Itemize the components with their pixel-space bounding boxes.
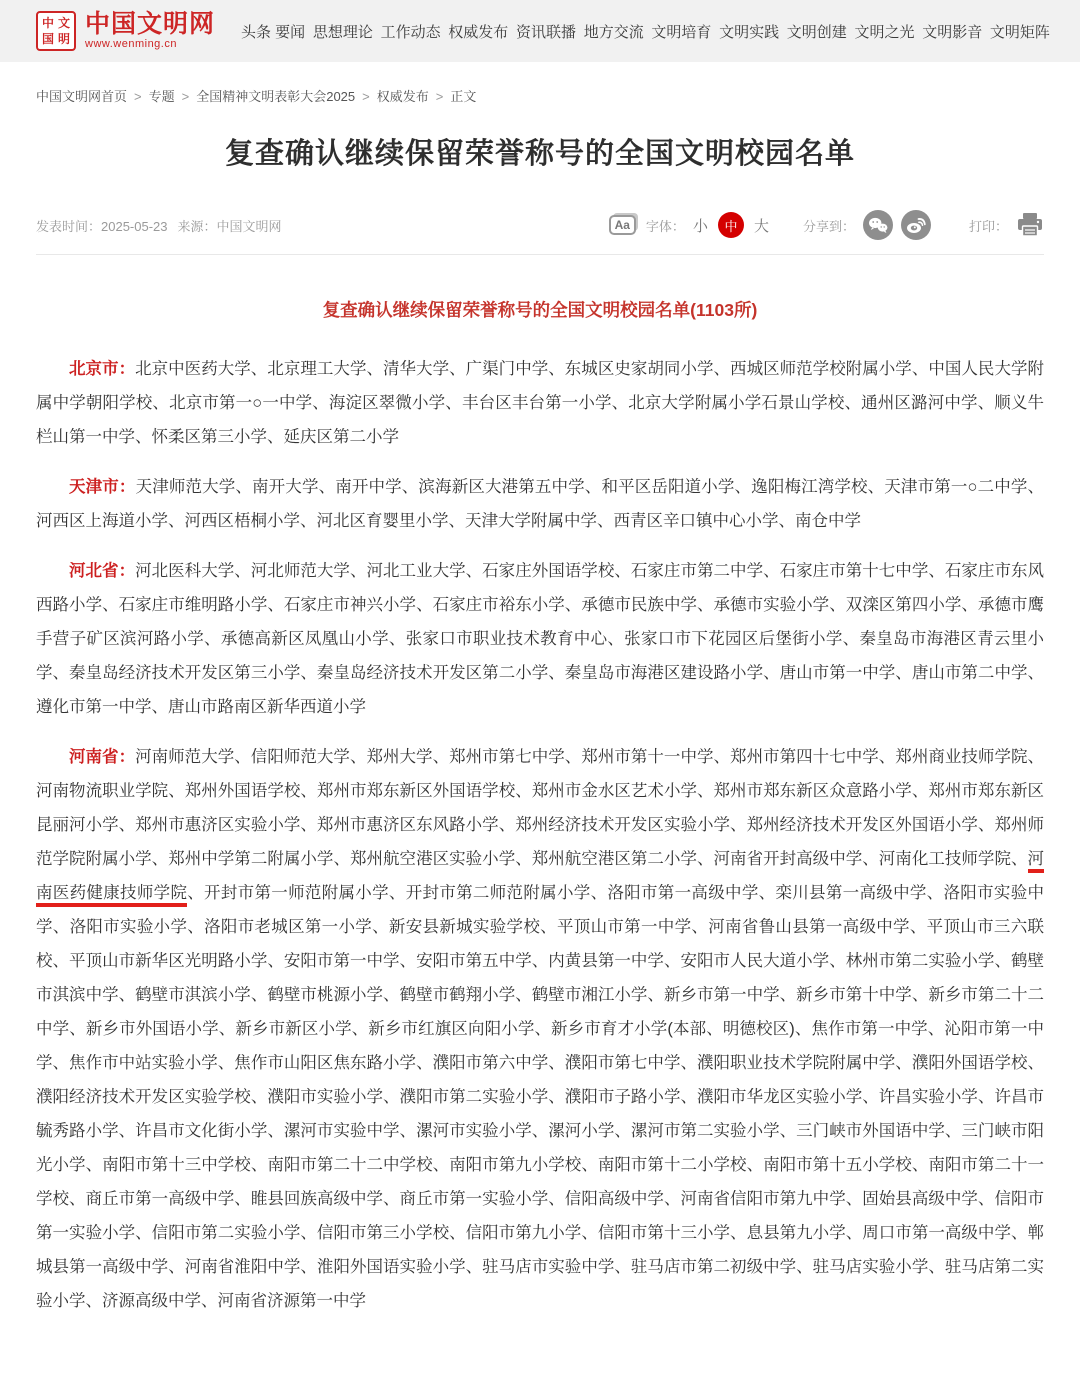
breadcrumb-item[interactable]: 权威发布: [376, 89, 429, 104]
article-toolbar: [609, 210, 1044, 240]
school-list-text: 河北医科大学、河北师范大学、河北工业大学、石家庄外国语学校、石家庄市第二中学、石家庄市第十七中学、石家庄市东风西路小学、石家庄市维明路小学、石家庄市神兴小学、石家庄市裕东小学、承德市民族中学、承德市实验小学、双滦区第四小学、承德市鹰手营子矿区滨河路小学、承德高新区凤凰山小学、张家口市职业技术教育中心、张家口市下花园区后堡街小学、秦皇岛市海港区青云里小学、秦皇岛经济技术开发区第三小学、秦皇岛经济技术开发区第二小学、秦皇岛市海港区建设路小学、唐山市第一中学、唐山市第二中学、遵化市第一中学、唐山市路南区新华西道小学: [36, 562, 1045, 716]
article-meta: [36, 216, 282, 235]
font-size-label: 字体：: [645, 218, 685, 234]
seal-char: 中: [41, 16, 54, 30]
nav-item[interactable]: 思想理论: [312, 23, 373, 41]
site-logo[interactable]: [36, 11, 215, 51]
printer-icon[interactable]: [1016, 212, 1044, 238]
top-bar: [0, 0, 1080, 62]
nav-item[interactable]: 头条 要闻: [241, 23, 306, 41]
breadcrumb-separator: >: [362, 89, 370, 104]
meta-row: [36, 210, 1044, 255]
school-list-text: 北京中医药大学、北京理工大学、清华大学、广渠门中学、东城区史家胡同小学、西城区师范学校附属小学、中国人民大学附属中学朝阳学校、北京市第一○一中学、海淀区翠微小学、丰台区丰台第一小学、北京大学附属小学石景山学校、通州区潞河中学、顺义牛栏山第一中学、怀柔区第三小学、延庆区第二小学: [36, 360, 1045, 446]
school-list-text: 、开封市第一师范附属小学、开封市第二师范附属小学、洛阳市第一高级中学、栾川县第一高级中学、洛阳市实验中学、洛阳市实验小学、洛阳市老城区第一小学、新安县新城实验学校、平顶山市第一中学、河南省鲁山县第一高级中学、平顶山市三六联校、平顶山市新华区光明路小学、安阳市第一中学、安阳市第五中学、内黄县第一中学、安阳市人民大道小学、林州市第二实验小学、鹤壁市淇滨中学、鹤壁市淇滨小学、鹤壁市桃源小学、鹤壁市鹤翔小学、鹤壁市湘江小学、新乡市第一中学、新乡市第十中学、新乡市第二十二中学、新乡市外国语小学、新乡市新区小学、新乡市红旗区向阳小学、新乡市育才小学(本部、明德校区)、焦作市第一中学、沁阳市第一中学、焦作市中站实验小学、焦作市山阳区焦东路小学、濮阳市第六中学、濮阳市第七中学、濮阳职业技术学院附属中学、濮阳外国语学校、濮阳经济技术开发区实验学校、濮阳市实验小学、濮阳市第二实验小学、濮阳市子路小学、濮阳市华龙区实验小学、许昌实验小学、许昌市毓秀路小学、许昌市文化街小学、漯河市实验中学、漯河市实验小学、漯河小学、漯河市第二实验小学、三门峡市外国语中学、三门峡市阳光小学、南阳市第十三中学校、南阳市第二十二中学校、南阳市第九小学校、南阳市第十二小学校、南阳市第十五小学校、南阳市第二十一学校、商丘市第一高级中学、睢县回族高级中学、商丘市第一实验小学、信阳高级中学、河南省信阳市第九中学、固始县高级中学、信阳市第一实验小学、信阳市第二实验小学、信阳市第三小学校、信阳市第九小学、信阳市第十三小学、息县第九小学、周口市第一高级中学、郸城县第一高级中学、河南省淮阳中学、淮阳外国语实验小学、驻马店市实验中学、驻马店市第二初级中学、驻马店实验小学、驻马店第二实验小学、济源高级中学、河南省济源第一中学: [36, 884, 1045, 1310]
seal-char: 国: [41, 32, 54, 46]
seal-char: 文: [57, 16, 70, 30]
site-url: www.wenming.cn: [85, 38, 177, 51]
nav-item[interactable]: 文明实践: [719, 23, 780, 41]
province-paragraph: [36, 470, 1044, 538]
font-size-options: [693, 212, 769, 238]
nav-item[interactable]: 权威发布: [448, 23, 509, 41]
top-nav: [241, 21, 1050, 42]
breadcrumb-item[interactable]: 专题: [148, 89, 175, 104]
province-name: 河北省：: [69, 562, 136, 580]
nav-item[interactable]: 文明创建: [786, 23, 847, 41]
font-size-option[interactable]: 大: [753, 217, 769, 235]
share-label: 分享到：: [802, 218, 855, 234]
share-group: [803, 210, 931, 240]
highlighted-school: 河南医药健康技师学院: [36, 850, 1044, 907]
seal-char: 明: [57, 32, 70, 46]
nav-item[interactable]: 文明影音: [922, 23, 983, 41]
province-name: 河南省：: [69, 748, 136, 766]
breadcrumb-separator: >: [435, 89, 444, 104]
publish-date: 2025-05-23: [101, 218, 168, 234]
print-group: [969, 212, 1044, 238]
logo-text: [85, 11, 215, 51]
article-body: [0, 352, 1080, 1374]
print-label: 打印：: [968, 218, 1008, 234]
breadcrumb-separator: >: [181, 89, 190, 104]
site-name: 中国文明网: [85, 10, 216, 39]
school-list-text: 河南师范大学、信阳师范大学、郑州大学、郑州市第七中学、郑州市第十一中学、郑州市第四十七中学、郑州商业技师学院、河南物流职业学院、郑州外国语学校、郑州市郑东新区外国语学校、郑州市金水区艺术小学、郑州市郑东新区众意路小学、郑州市郑东新区昆丽河小学、郑州市惠济区实验小学、郑州市惠济区东风路小学、郑州经济技术开发区实验小学、郑州经济技术开发区外国语小学、郑州师范学院附属小学、郑州中学第二附属小学、郑州航空港区实验小学、郑州航空港区第二小学、河南省开封高级中学、河南化工技师学院、: [36, 748, 1045, 868]
province-name: 北京市：: [69, 360, 136, 378]
province-paragraph: [36, 554, 1044, 724]
nav-item[interactable]: 文明培育: [651, 23, 712, 41]
breadcrumb-item[interactable]: 中国文明网首页: [36, 89, 128, 104]
page-title: 复查确认继续保留荣誉称号的全国文明校园名单: [224, 138, 855, 170]
province-paragraph: [36, 740, 1044, 1318]
source-label: 来源：: [177, 218, 217, 234]
nav-item[interactable]: 资讯联播: [515, 23, 576, 41]
nav-item[interactable]: 文明矩阵: [989, 23, 1050, 41]
breadcrumb-separator: >: [134, 89, 142, 104]
font-size-icon: Aa: [609, 215, 636, 235]
article-subtitle: 复查确认继续保留荣誉称号的全国文明校园名单(1103所): [322, 300, 758, 320]
school-list-text: 天津师范大学、南开大学、南开中学、滨海新区大港第五中学、和平区岳阳道小学、逸阳梅江湾学校、天津市第一○二中学、河西区上海道小学、河西区梧桐小学、河北区育婴里小学、天津大学附属中学、西青区辛口镇中心小学、南仓中学: [36, 478, 1045, 530]
breadcrumb-item[interactable]: 全国精神文明表彰大会2025: [196, 89, 356, 104]
publish-time-label: 发表时间：: [36, 218, 102, 234]
nav-item[interactable]: 地方交流: [583, 23, 644, 41]
wechat-icon[interactable]: [863, 210, 893, 240]
province-name: 天津市：: [69, 478, 136, 496]
font-size-option[interactable]: 小: [692, 217, 708, 235]
weibo-icon[interactable]: [901, 210, 931, 240]
breadcrumb-item: 正文: [450, 89, 477, 104]
breadcrumb: [0, 62, 1080, 105]
font-size-option[interactable]: 中: [718, 212, 744, 238]
province-paragraph: [36, 352, 1044, 454]
source-value: 中国文明网: [216, 218, 282, 234]
nav-item[interactable]: 文明之光: [854, 23, 915, 41]
seal-icon: [36, 11, 76, 51]
nav-item[interactable]: 工作动态: [380, 23, 441, 41]
